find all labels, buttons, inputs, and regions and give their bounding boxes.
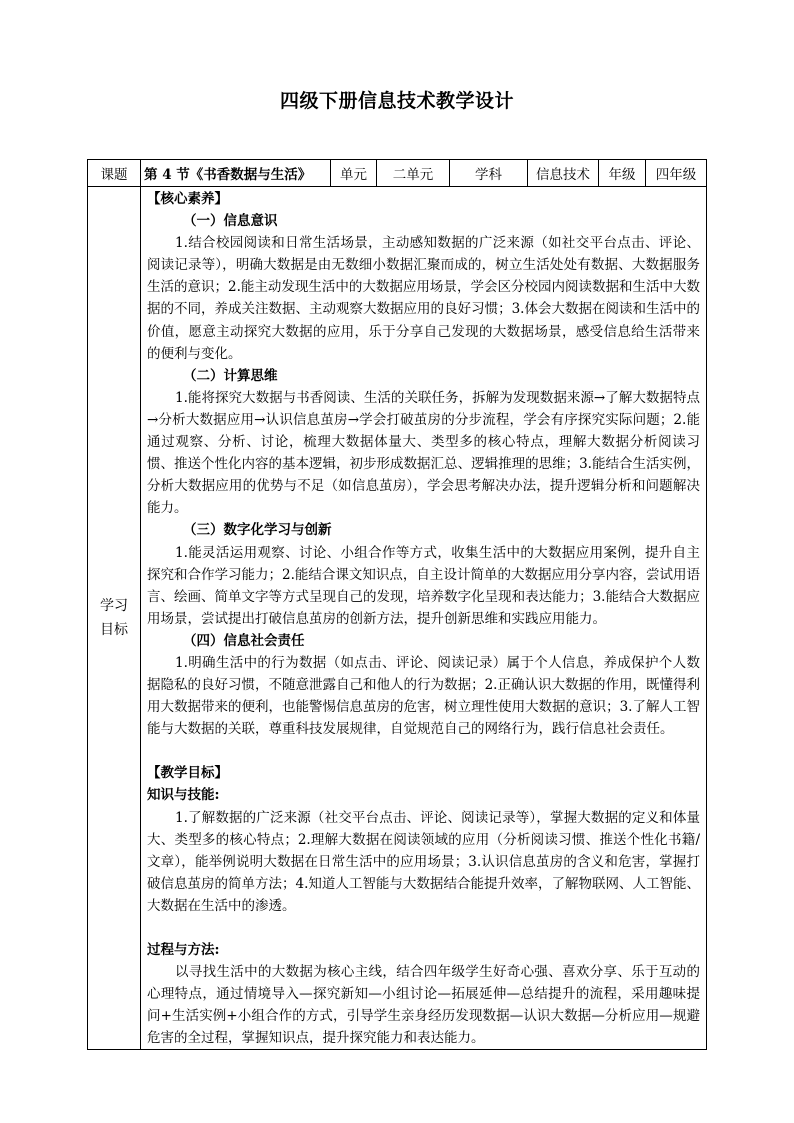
grade-label: 年级 — [599, 160, 646, 187]
objectives-row — [88, 187, 707, 1050]
unit-value: 二单元 — [377, 160, 450, 187]
objectives-content — [141, 187, 707, 1050]
section-social-responsibility-heading: （四）信息社会责任 — [183, 632, 305, 649]
knowledge-skills-heading: 知识与技能: — [147, 787, 220, 804]
section-info-awareness-heading: （一）信息意识 — [183, 213, 278, 230]
core-literacy-heading: 【核心素养】 — [147, 191, 228, 207]
section-digital-learning-text: 1.能灵活运用观察、讨论、小组合作等方式，收集生活中的大数据应用案例，提升自主探究和合作学习能力；2.能结合课文知识点，自主设计简单的大数据应用分享内容，尝试用语言、绘画、简单文字等方式呈现自己的发现，培养数字化呈现和表达能力；3.能结合大数据应用场景，尝试提出打破信息茧房的创新方法，提升创新思维和实践应用能力。 — [147, 544, 700, 627]
spacer — [147, 917, 700, 939]
topic-value: 第 4 节《书香数据与生活》 — [141, 160, 331, 187]
section-computational-thinking-heading: （二）计算思维 — [183, 367, 278, 384]
unit-label: 单元 — [331, 160, 377, 187]
process-methods-text: 以寻找生活中的大数据为核心主线，结合四年级学生好奇心强、喜欢分享、乐于互动的心理特点，通过情境导入—探究新知—小组讨论—拓展延伸—总结提升的流程，采用趣味提问+生活实例+小组合作的方式，引导学生亲身经历发现数据—认识大数据—分析应用—规避危害的全过程，掌握知识点，提升探究能力和表达能力。 — [147, 964, 700, 1047]
teaching-goals-heading: 【教学目标】 — [147, 765, 228, 782]
subject-value: 信息技术 — [528, 160, 599, 187]
page-title: 四级下册信息技术教学设计 — [279, 90, 514, 112]
section-computational-thinking-text: 1.能将探究大数据与书香阅读、生活的关联任务，拆解为发现数据来源→了解大数据特点→分析大数据应用→认识信息茧房→学会打破茧房的分步流程，学会有序探究实际问题；2.能通过观察、分析、讨论，梳理大数据体量大、类型多的核心特点，理解大数据分析阅读习惯、推送个性化内容的基本逻辑，初步形成数据汇总、逻辑推理的思维；3.能结合生活实例，分析大数据应用的优势与不足（如信息茧房），学会思考解决办法，提升逻辑分析和问题解决能力。 — [147, 389, 700, 517]
topic-label: 课题 — [88, 160, 141, 187]
knowledge-skills-text: 1.了解数据的广泛来源（社交平台点击、评论、阅读记录等），掌握大数据的定义和体量大、类型多的核心特点；2.理解大数据在阅读领域的应用（分析阅读习惯、推送个性化书籍/文章），能举例说明大数据在日常生活中的应用场景；3.认识信息茧房的含义和危害，掌握打破信息茧房的简单方法；4.知道人工智能与大数据结合能提升效率，了解物联网、人工智能、大数据在生活中的渗透。 — [147, 809, 700, 914]
spacer — [147, 740, 700, 762]
process-methods-heading: 过程与方法: — [147, 942, 220, 958]
objectives-label-line2: 目标 — [100, 622, 128, 639]
objectives-label-line1: 学习 — [100, 598, 128, 615]
header-row — [88, 160, 707, 187]
section-digital-learning-heading: （三）数字化学习与创新 — [183, 522, 332, 539]
section-social-responsibility-text: 1.明确生活中的行为数据（如点击、评论、阅读记录）属于个人信息，养成保护个人数据隐私的良好习惯，不随意泄露自己和他人的行为数据；2.正确认识大数据的作用，既懂得利用大数据带来的便利，也能警惕信息茧房的危害，树立理性使用大数据的意识；3.了解人工智能与大数据的关联，尊重科技发展规律，自觉规范自己的网络行为，践行信息社会责任。 — [147, 654, 700, 738]
subject-label: 学科 — [450, 160, 528, 187]
lesson-plan-table — [87, 159, 707, 1050]
section-info-awareness-text: 1.结合校园阅读和日常生活场景，主动感知数据的广泛来源（如社交平台点击、评论、阅读记录等），明确大数据是由无数细小数据汇聚而成的，树立生活处处有数据、大数据服务生活的意识；2.能主动发现生活中的大数据应用场景，学会区分校园内阅读数据和生活中大数据的不同，养成关注数据、主动观察大数据应用的良好习惯；3.体会大数据在阅读和生活中的价值，愿意主动探究大数据的应用，乐于分享自己发现的大数据场景，感受信息给生活带来的便利与变化。 — [147, 235, 700, 362]
objectives-label — [88, 187, 141, 1050]
grade-value: 四年级 — [646, 160, 707, 187]
